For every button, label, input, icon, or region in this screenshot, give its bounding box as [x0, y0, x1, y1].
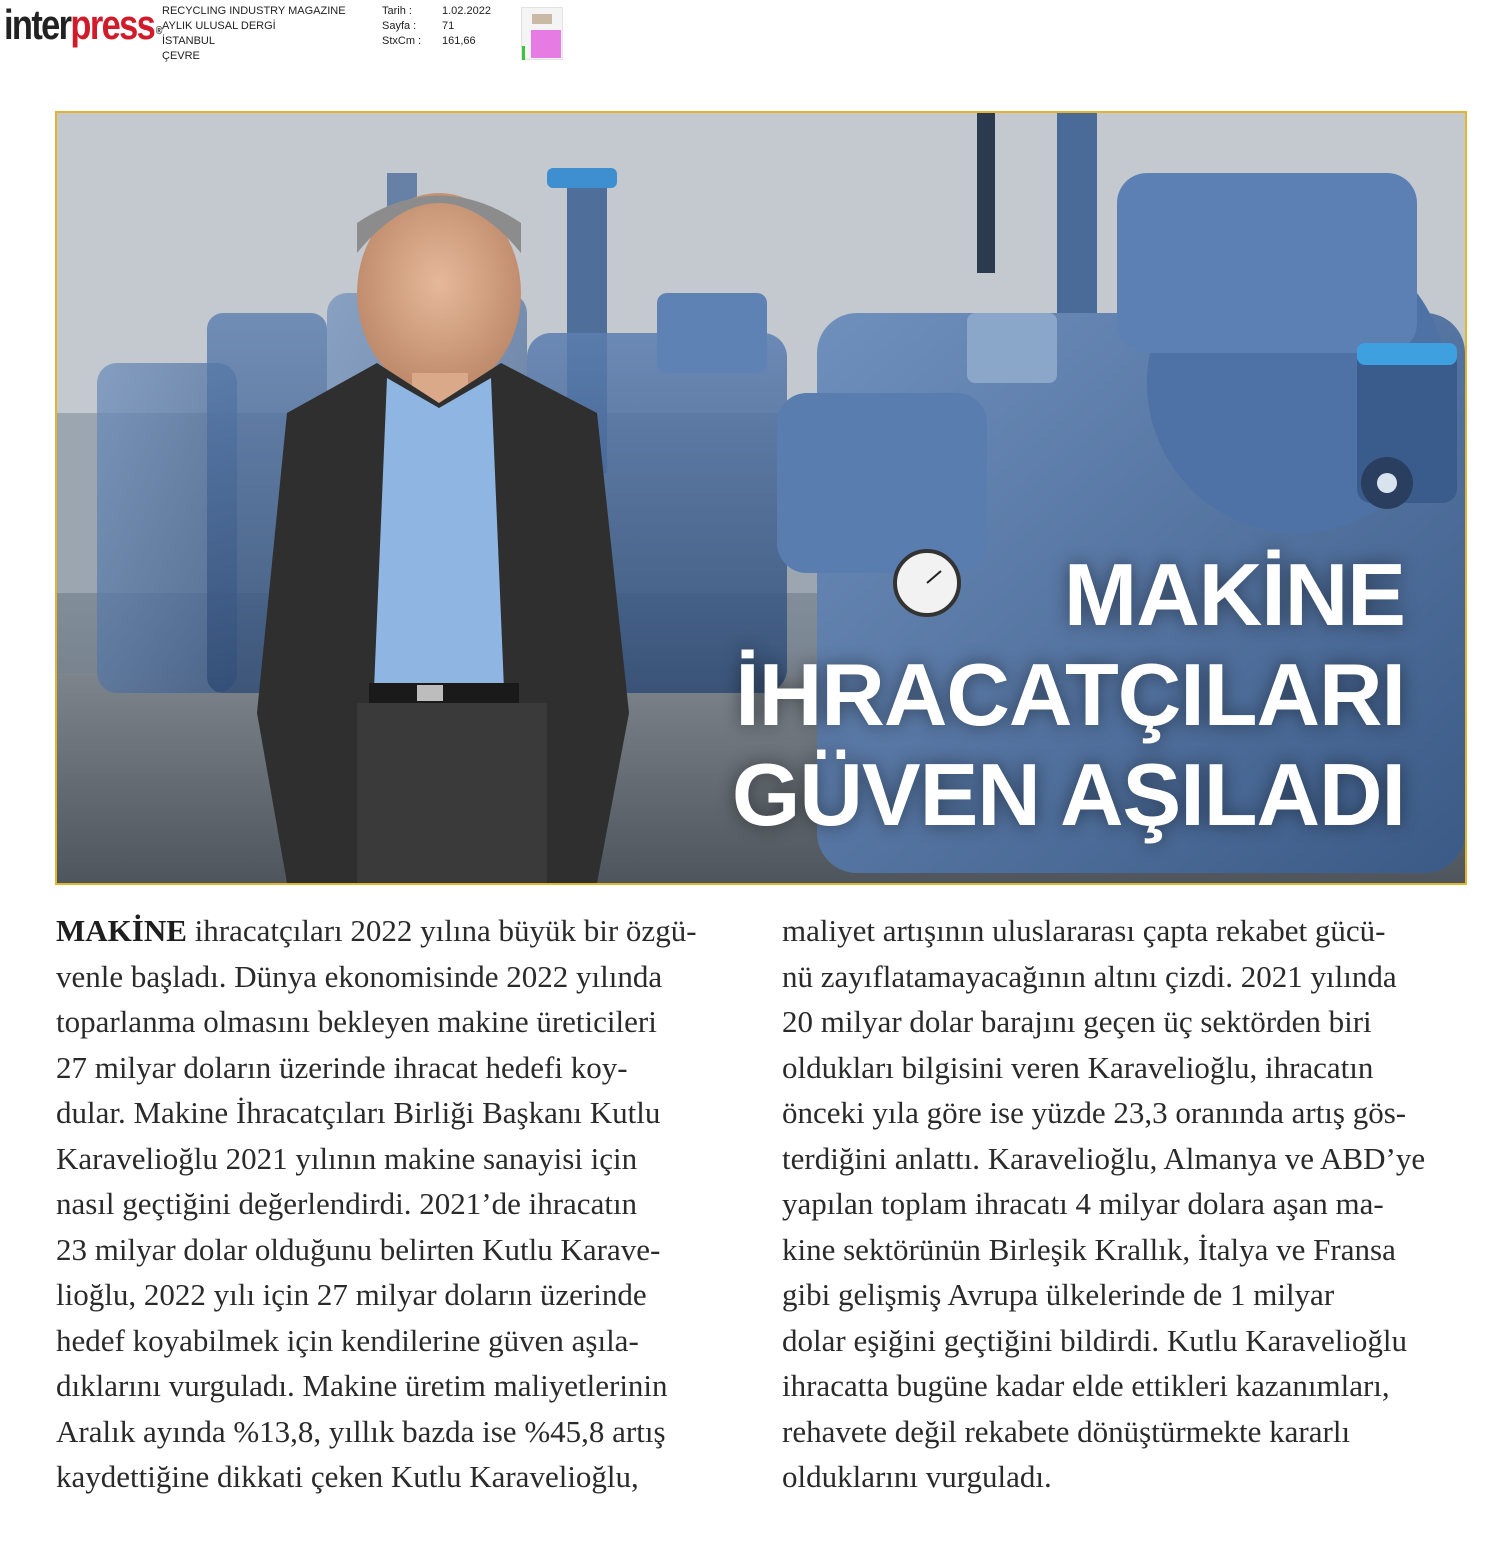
article-line: lioğlu, 2022 yılı için 27 milyar doların üzerinde [56, 1277, 647, 1312]
stxcm-field: StxCm : 161,66 [382, 35, 476, 47]
publication-category: ÇEVRE [162, 50, 200, 62]
article-line: dolar eşiğini geçtiğini bildirdi. Kutlu Karavelioğlu [782, 1322, 1408, 1358]
publication-frequency: AYLIK ULUSAL DERGİ [162, 20, 276, 32]
article-headline [732, 545, 1405, 845]
article-line: rehavete değil rekabete dönüştürmekte kararlı [782, 1413, 1351, 1449]
article-line: kaydettiğine dikkati çeken Kutlu Karavelioğlu, [56, 1459, 639, 1494]
article-line: hedef koyabilmek için kendilerine güven aşıla- [56, 1322, 639, 1358]
page-field: Sayfa : 71 [382, 20, 455, 32]
article-line: 23 milyar dolar olduğunu belirten Kutlu Karave- [56, 1231, 661, 1267]
article-line: oldukları bilgisini veren Karavelioğlu, ihracatın [782, 1049, 1374, 1085]
article-line: kine sektörünün Birleşik Krallık, İtalya ve Fransa [782, 1231, 1396, 1267]
article-line: nü zayıflatamayacağının altını çizdi. 2021 yılında [782, 958, 1397, 994]
article-line: ihracatta bugüne kadar elde ettikleri kazanımları, [782, 1368, 1390, 1403]
article-line: dular. Makine İhracatçıları Birliği Başkanı Kutlu [56, 1095, 661, 1130]
headline-line-1: MAKİNE [1063, 545, 1405, 644]
date-field: Tarih : 1.02.2022 [382, 5, 491, 17]
article-line: nasıl geçtiğini değerlendirdi. 2021’de ihracatın [56, 1186, 638, 1221]
publication-city: İSTANBUL [162, 35, 215, 47]
article-line: toparlanma olmasını bekleyen makine üreticileri [56, 1004, 657, 1039]
article-line: yapılan toplam ihracatı 4 milyar dolara aşan ma- [782, 1186, 1384, 1221]
headline-line-2: İHRACATÇILARI [735, 645, 1405, 744]
article-right-column [782, 908, 1472, 1500]
article-line: venle başladı. Dünya ekonomisinde 2022 yılında [56, 958, 663, 994]
article-line: gibi gelişmiş Avrupa ülkelerinde de 1 milyar [782, 1277, 1335, 1312]
article-line: MAKİNE ihracatçıları 2022 yılına büyük bir özgü- [56, 913, 697, 948]
article-line: 20 milyar dolar barajını geçen üç sektörden biri [782, 1004, 1372, 1039]
clipping-fields [382, 4, 491, 49]
article-line: Aralık ayında %13,8, yıllık bazda ise %45,8 artış [56, 1413, 666, 1449]
article-photo [55, 111, 1467, 885]
article-line: olduklarını vurguladı. [782, 1459, 1052, 1494]
article-line: maliyet artışının uluslararası çapta rekabet gücü- [782, 913, 1386, 948]
page-thumbnail[interactable] [521, 7, 563, 60]
publication-info [162, 4, 346, 64]
lead-word: MAKİNE [56, 913, 187, 948]
article-line: dıklarını vurguladı. Makine üretim maliyetlerinin [56, 1368, 668, 1403]
article-left-column [56, 908, 746, 1500]
article-line: önceki yıla göre ise yüzde 23,3 oranında artış gös- [782, 1095, 1407, 1130]
publication-name: RECYCLING INDUSTRY MAGAZINE [162, 5, 346, 17]
article-line: terdiğini anlattı. Karavelioğlu, Almanya ve ABD’ye [782, 1140, 1426, 1176]
headline-line-3: GÜVEN AŞILADI [731, 745, 1405, 844]
interpress-logo: interpress ® [4, 1, 163, 48]
clipping-header [0, 0, 1506, 70]
article-line: 27 milyar doların üzerinde ihracat hedefi koy- [56, 1049, 628, 1085]
article-line: Karavelioğlu 2021 yılının makine sanayisi için [56, 1140, 638, 1176]
